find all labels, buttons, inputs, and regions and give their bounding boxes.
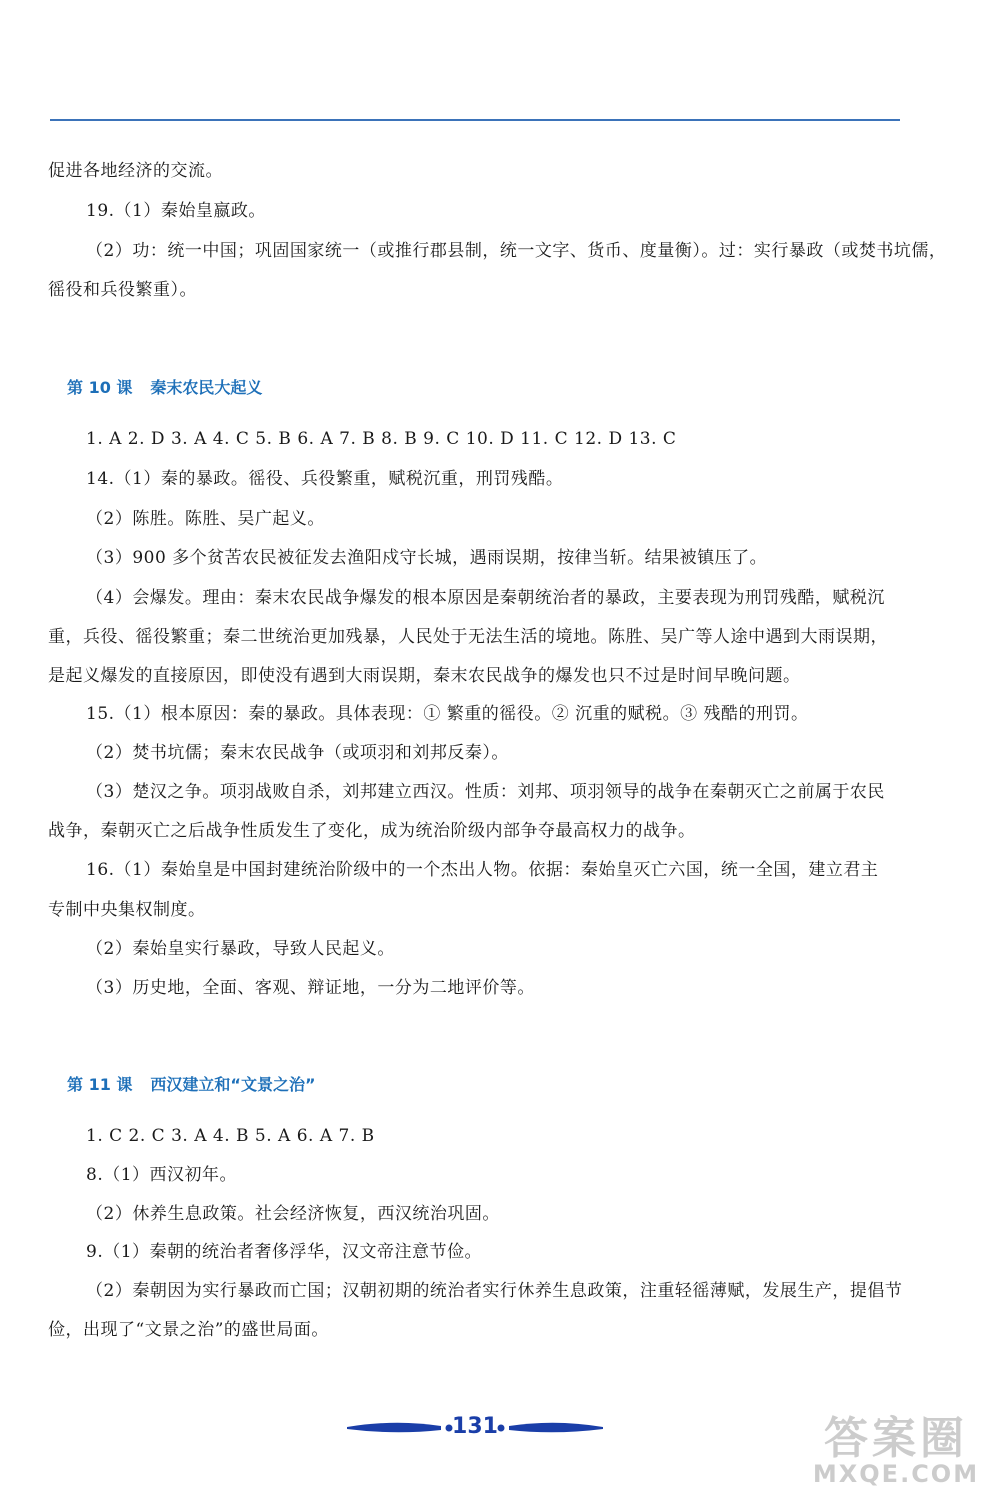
- section-heading-10: [67, 375, 262, 398]
- text-line: （4）会爆发。理由：秦末农民战争爆发的根本原因是秦朝统治者的暴政，主要表现为刑罚残酷，赋税沉: [86, 588, 885, 608]
- text-line: 促进各地经济的交流。: [48, 161, 223, 181]
- text-line: （2）秦朝因为实行暴政而亡国；汉朝初期的统治者实行休养生息政策，注重轻徭薄赋，发展生产，提倡节: [86, 1281, 903, 1301]
- text-line: 专制中央集权制度。: [48, 900, 206, 920]
- watermark-logo: [796, 1400, 996, 1495]
- text-line: （2）休养生息政策。社会经济恢复，西汉统治巩固。: [86, 1204, 500, 1224]
- lesson-title: 西汉建立和“文景之治”: [150, 1075, 316, 1094]
- text-line: 是起义爆发的直接原因，即使没有遇到大雨误期，秦末农民战争的爆发也只不过是时间早晚问题。: [48, 666, 801, 686]
- page-number: 131: [452, 1414, 498, 1439]
- text-line: 15.（1）根本原因：秦的暴政。具体表现：① 繁重的徭役。② 沉重的赋税。③ 残酷的刑罚。: [86, 704, 809, 724]
- text-line: 徭役和兵役繁重）。: [48, 280, 197, 300]
- page-footer: [345, 1408, 605, 1448]
- text-line: （2）陈胜。陈胜、吴广起义。: [86, 509, 325, 529]
- text-line: 1. C 2. C 3. A 4. B 5. A 6. A 7. B: [86, 1126, 375, 1146]
- lesson-number: 第 11 课: [67, 1075, 133, 1094]
- text-line: 8.（1）西汉初年。: [86, 1165, 238, 1185]
- text-line: 重，兵役、徭役繁重；秦二世统治更加残暴，人民处于无法生活的境地。陈胜、吴广等人途中遇到大雨误期，: [48, 627, 888, 647]
- text-line: （2）秦始皇实行暴政，导致人民起义。: [86, 939, 395, 959]
- watermark-main: 答案圈: [824, 1413, 968, 1464]
- text-line: （2）功：统一中国；巩固国家统一（或推行郡县制，统一文字、货币、度量衡）。过：实行暴政（或焚书坑儒，: [86, 241, 947, 261]
- text-line: （3）900 多个贫苦农民被征发去渔阳戍守长城，遇雨误期，按律当斩。结果被镇压了。: [86, 548, 768, 568]
- text-line: 9.（1）秦朝的统治者奢侈浮华，汉文帝注意节俭。: [86, 1242, 483, 1262]
- text-line: （3）楚汉之争。项羽战败自杀，刘邦建立西汉。性质：刘邦、项羽领导的战争在秦朝灭亡之前属于农民: [86, 782, 885, 802]
- lesson-title: 秦末农民大起义: [150, 378, 263, 397]
- text-line: 19.（1）秦始皇嬴政。: [86, 201, 266, 221]
- text-line: （3）历史地，全面、客观、辩证地，一分为二地评价等。: [86, 978, 535, 998]
- top-rule: [50, 119, 900, 121]
- text-line: 16.（1）秦始皇是中国封建统治阶级中的一个杰出人物。依据：秦始皇灭亡六国，统一全国，建立君主: [86, 860, 879, 880]
- text-line: 战争，秦朝灭亡之后战争性质发生了变化，成为统治阶级内部争夺最高权力的战争。: [48, 821, 696, 841]
- text-line: 14.（1）秦的暴政。徭役、兵役繁重，赋税沉重，刑罚残酷。: [86, 469, 564, 489]
- lesson-number: 第 10 课: [67, 378, 133, 397]
- section-heading-11: [67, 1072, 315, 1095]
- text-line: （2）焚书坑儒；秦末农民战争（或项羽和刘邦反秦）。: [86, 743, 509, 763]
- text-line: 1. A 2. D 3. A 4. C 5. B 6. A 7. B 8. B 9. C 10. D 11. C 12. D 13. C: [86, 429, 677, 449]
- watermark-url: MXQE.COM: [812, 1460, 980, 1488]
- text-line: 俭，出现了“文景之治”的盛世局面。: [48, 1320, 329, 1340]
